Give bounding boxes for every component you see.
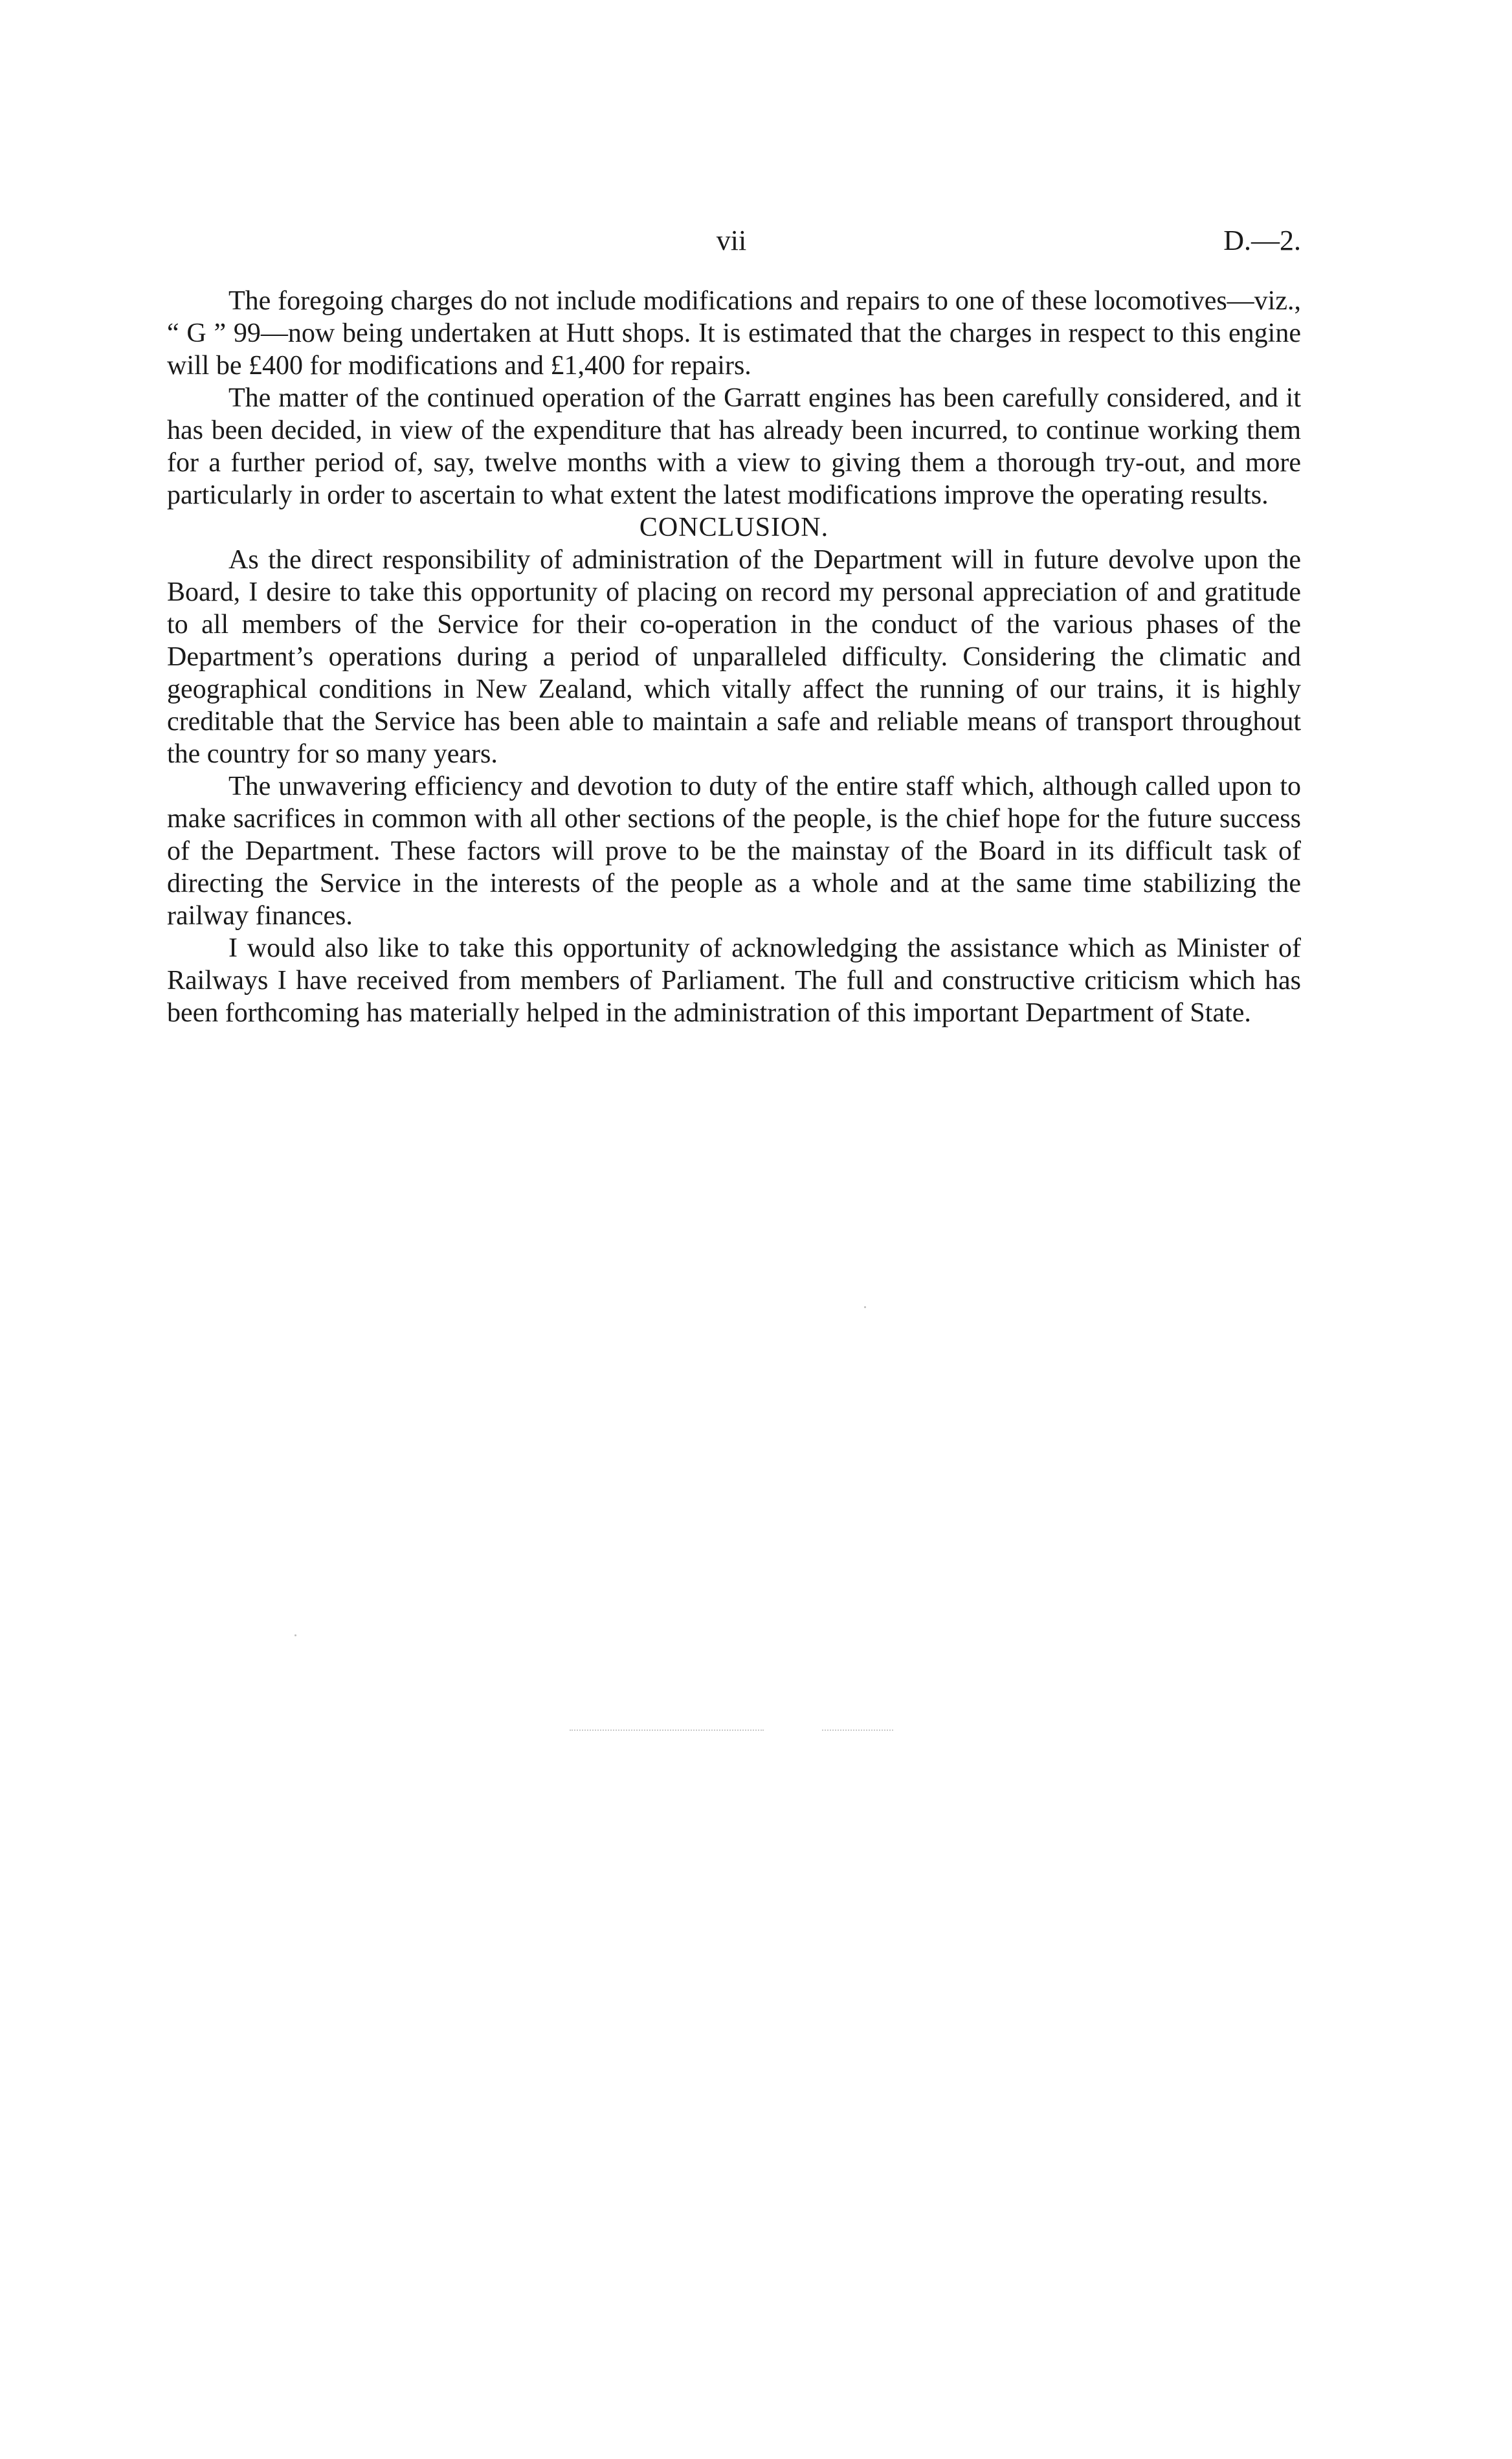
paragraph-acknowledgement: I would also like to take this opportunity of acknowledging the assistance which as Minister of Railways I have received from members of Parliament. The full and constructive criticism which has been forthcoming has materially helped in the administration of this important Department of State. [167,933,1301,1028]
paragraph-board-responsibility: As the direct responsibility of administration of the Department will in future devolve upon the Board, I desire to take this opportunity of placing on record my personal appreciation of and gratitude to all members of the Service for their co-operation in the conduct of the various phases of the Department’s operations during a period of unparalleled difficulty. Considering the climatic and geographical conditions in New Zealand, which vitally affect the running of our trains, it is highly creditable that the Service has been able to maintain a safe and reliable means of transport throughout the country for so many years. [167,545,1301,769]
paragraph-staff-efficiency: The unwavering efficiency and devotion to duty of the entire staff which, although called upon to make sacrifices in common with all other sections of the people, is the chief hope for the future success of the Department. These factors will prove to be the mainstay of the Board in its difficult task of directing the Service in the interests of the people as a whole and at the same time stabilizing the railway finances. [167,772,1301,931]
paragraph-garratt-engines: The matter of the continued operation of the Garratt engines has been carefully considered, and it has been decided, in view of the expenditure that has already been incurred, to continue working them for a further period of, say, twelve months with a view to giving them a thorough try-out, and more particularly in order to ascertain to what extent the latest modifications improve the operating results. [167,383,1301,510]
section-heading-conclusion: CONCLUSION. [639,513,829,542]
scan-artifact-line [822,1730,893,1731]
document-reference: D.—2. [1223,225,1301,256]
scan-speck [295,1634,296,1636]
scan-artifact-line [570,1730,764,1731]
page-number: vii [716,225,747,256]
scan-speck [864,1306,866,1308]
body-text [167,285,1301,1029]
paragraph-foregoing-charges: The foregoing charges do not include modifications and repairs to one of these locomotives—viz., “ G ” 99—now being undertaken at Hutt shops. It is estimated that the charges in respect to this engine will be £400 for modifications and £1,400 for repairs. [167,286,1301,381]
